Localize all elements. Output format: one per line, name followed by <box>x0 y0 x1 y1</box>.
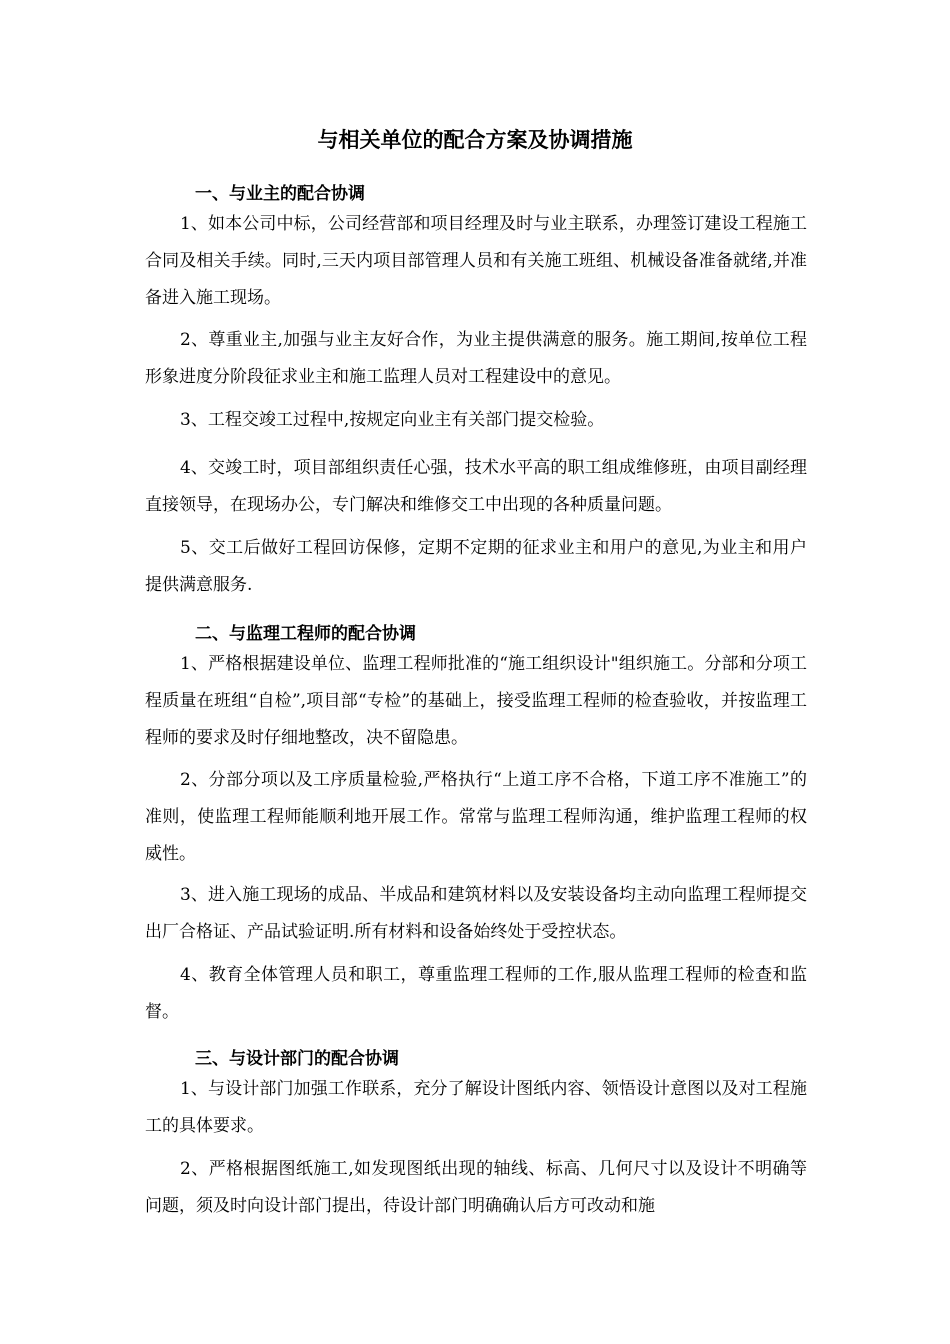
paragraph: 2、严格根据图纸施工,如发现图纸出现的轴线、标高、几何尺寸以及设计不明确等问题，须及时向设计部门提出，待设计部门明确确认后方可改动和施 <box>145 1159 807 1216</box>
paragraph: 1、如本公司中标，公司经营部和项目经理及时与业主联系，办理签订建设工程施工合同及相关手续。同时,三天内项目部管理人员和有关施工班组、机械设备准备就绪,并准备进入施工现场。 <box>145 214 807 308</box>
paragraph: 1、与设计部门加强工作联系，充分了解设计图纸内容、领悟设计意图以及对工程施工的具体要求。 <box>145 1079 807 1136</box>
paragraph: 5、交工后做好工程回访保修，定期不定期的征求业主和用户的意见,为业主和用户提供满意服务. <box>145 538 807 595</box>
section-heading-owner: 一、与业主的配合协调 <box>195 184 365 204</box>
document-title: 与相关单位的配合方案及协调措施 <box>317 127 633 152</box>
paragraph: 2、尊重业主,加强与业主友好合作，为业主提供满意的服务。施工期间,按单位工程形象进度分阶段征求业主和施工监理人员对工程建设中的意见。 <box>145 330 807 387</box>
section-heading-design: 三、与设计部门的配合协调 <box>195 1049 399 1069</box>
paragraph: 4、教育全体管理人员和职工，尊重监理工程师的工作,服从监理工程师的检查和监督。 <box>145 965 807 1022</box>
paragraph: 4、交竣工时，项目部组织责任心强，技术水平高的职工组成维修班，由项目副经理直接领导，在现场办公，专门解决和维修交工中出现的各种质量问题。 <box>145 458 807 515</box>
paragraph: 3、进入施工现场的成品、半成品和建筑材料以及安装设备均主动向监理工程师提交出厂合格证、产品试验证明.所有材料和设备始终处于受控状态。 <box>145 885 807 942</box>
paragraph: 1、严格根据建设单位、监理工程师批准的“施工组织设计"组织施工。分部和分项工程质量在班组“自检”,项目部“专检”的基础上，接受监理工程师的检查验收，并按监理工程师的要求及时仔细地整改，决不留隐患。 <box>145 654 807 748</box>
section-heading-supervisor: 二、与监理工程师的配合协调 <box>195 624 416 644</box>
paragraph: 2、分部分项以及工序质量检验,严格执行“上道工序不合格，下道工序不准施工”的准则，使监理工程师能顺利地开展工作。常常与监理工程师沟通，维护监理工程师的权威性。 <box>145 770 807 864</box>
paragraph: 3、工程交竣工过程中,按规定向业主有关部门提交检验。 <box>180 410 605 430</box>
